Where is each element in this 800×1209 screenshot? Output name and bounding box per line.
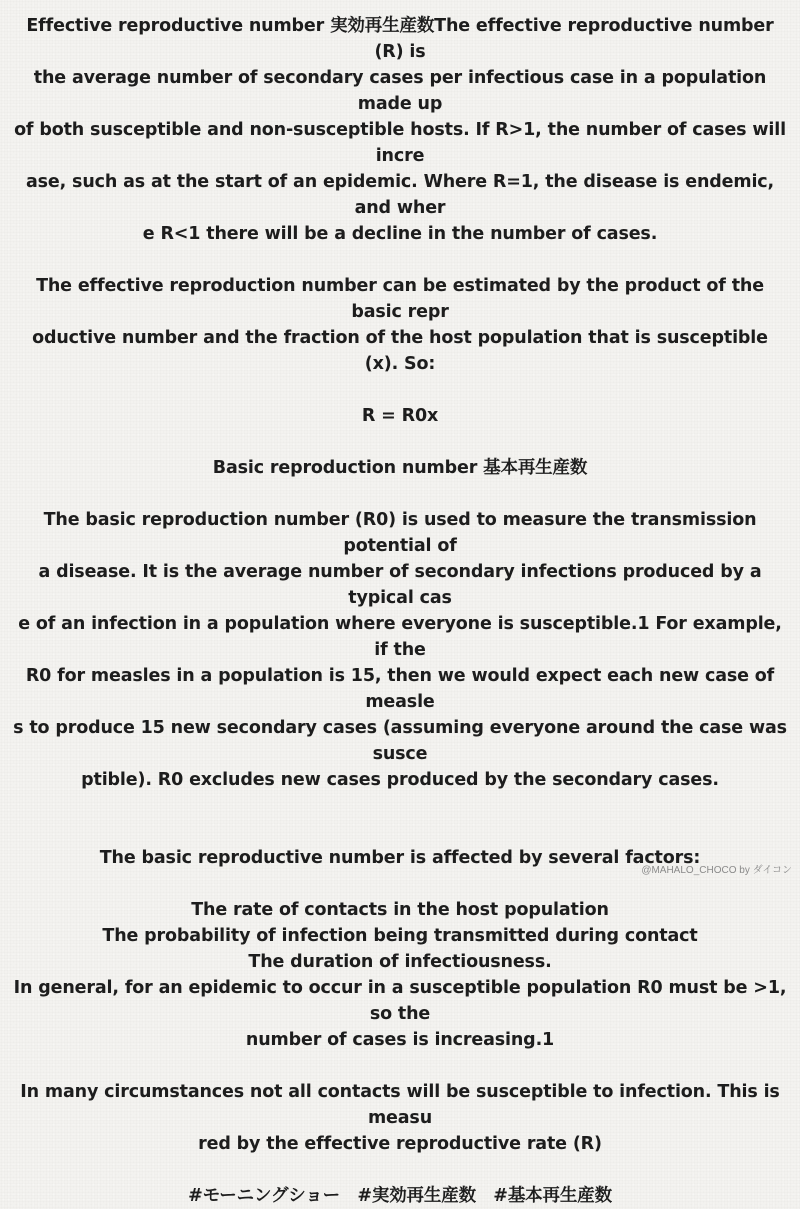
- heading-basic-reproduction: Basic reproduction number 基本再生産数: [212, 458, 588, 478]
- text-line: ase, such as at the start of an epidemic. Where R=1, the disease is endemic, and wher: [25, 172, 780, 218]
- text-line: In many circumstances not all contacts will be susceptible to infection. This is measu: [20, 1082, 786, 1128]
- text-line: The basic reproduction number (R0) is used to measure the transmission potential of: [43, 510, 763, 556]
- text-line: a disease. It is the average number of secondary infections produced by a typical cas: [38, 562, 768, 608]
- spacer: [12, 1157, 788, 1183]
- text-line: oductive number and the fraction of the host population that is susceptible (x). So:: [32, 328, 780, 374]
- spacer: [12, 793, 788, 845]
- credit-watermark: @MAHALO_CHOCO by ダイコン: [641, 865, 792, 876]
- factor-item: The duration of infectiousness.: [248, 952, 552, 972]
- text-line: the average number of secondary cases per infectious case in a population made up: [33, 68, 773, 114]
- formula: R = R0x: [361, 406, 439, 426]
- text-line: e R<1 there will be a decline in the number of cases.: [142, 224, 658, 244]
- factor-item: The rate of contacts in the host population: [191, 900, 609, 920]
- hashtags: #モーニングショー #実効再生産数 #基本再生産数: [188, 1186, 612, 1206]
- document-body: [12, 13, 793, 1209]
- spacer: [12, 481, 788, 507]
- text-line: Effective reproductive number 実効再生産数The effective reproductive number (R) is: [26, 16, 780, 62]
- text-line: e of an infection in a population where everyone is susceptible.1 For example, if the: [18, 614, 788, 660]
- text-line: The effective reproduction number can be estimated by the product of the basic repr: [36, 276, 770, 322]
- text-line: In general, for an epidemic to occur in a susceptible population R0 must be >1, so the: [13, 978, 793, 1024]
- text-line: red by the effective reproductive rate (R): [198, 1134, 602, 1154]
- text-line: number of cases is increasing.1: [245, 1030, 555, 1050]
- text-line: ptible). R0 excludes new cases produced by the secondary cases.: [81, 770, 719, 790]
- text-line: of both susceptible and non-susceptible hosts. If R>1, the number of cases will incre: [14, 120, 792, 166]
- text-line: s to produce 15 new secondary cases (assuming everyone around the case was susce: [13, 718, 793, 764]
- factor-item: The probability of infection being transmitted during contact: [102, 926, 698, 946]
- spacer: [12, 429, 788, 455]
- spacer: [12, 1053, 788, 1079]
- factors-intro: The basic reproductive number is affected by several factors:: [99, 848, 701, 868]
- spacer: [12, 377, 788, 403]
- spacer: [12, 247, 788, 273]
- text-line: R0 for measles in a population is 15, then we would expect each new case of measle: [25, 666, 781, 712]
